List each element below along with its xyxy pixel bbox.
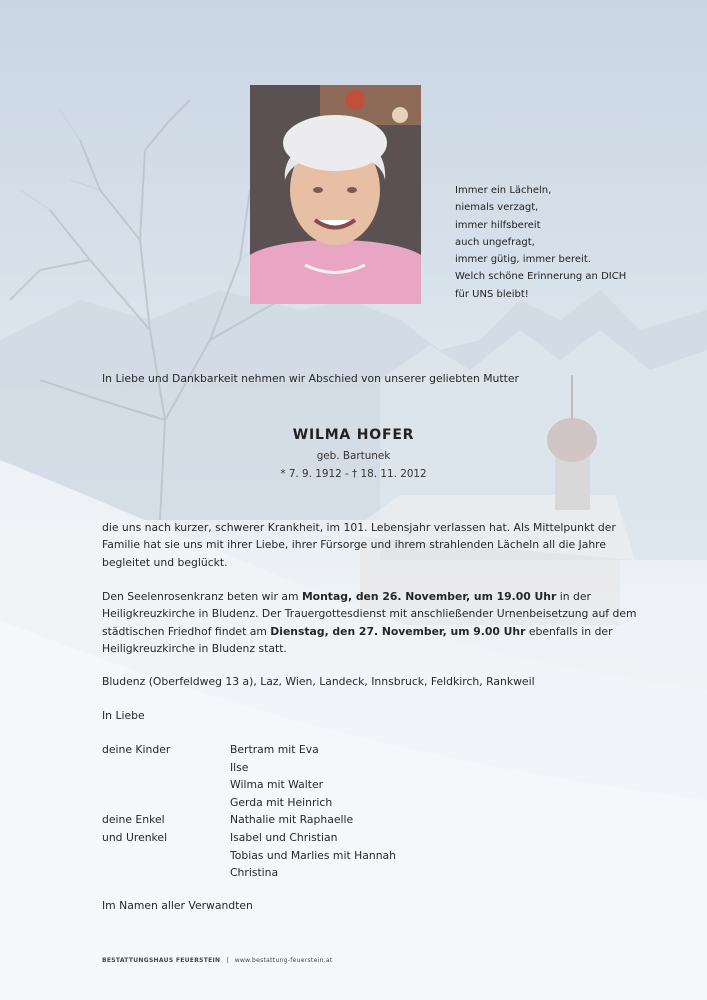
grandchild-name: Tobias und Marlies mit Hannah	[230, 848, 396, 862]
grandchildren-label: deine Enkel	[102, 813, 165, 827]
poem-line: für UNS bleibt!	[455, 288, 529, 300]
children-label: deine Kinder	[102, 743, 171, 756]
funeral-home-name: BESTATTUNGSHAUS FEUERSTEIN	[102, 957, 221, 964]
memorial-poem	[455, 182, 626, 303]
footer-separator: |	[226, 957, 229, 964]
service-text: in der Heiligkreuzkirche in Bludenz. Der Trauergottesdienst mit anschließender Urnenbeisetzung auf dem städtischen Friedhof findet am	[102, 590, 637, 638]
poem-line: auch ungefragt,	[455, 236, 535, 248]
service-text: Den Seelenrosenkranz beten wir am	[102, 590, 302, 603]
maiden-name: geb. Bartunek	[316, 450, 391, 462]
footer	[102, 957, 332, 964]
grandchild-name: Nathalie mit Raphaelle	[230, 813, 354, 827]
poem-line: immer hilfsbereit	[455, 219, 541, 231]
life-dates: * 7. 9. 1912 - † 18. 11. 2012	[280, 468, 427, 480]
funeral-home-url[interactable]: www.bestattung-feuerstein.at	[234, 957, 333, 964]
child-name: Bertram mit Eva	[230, 743, 319, 756]
poem-line: niemals verzagt,	[455, 202, 539, 214]
funeral-date: Dienstag, den 27. November, um 9.00 Uhr	[270, 624, 526, 638]
rosary-date: Montag, den 26. November, um 19.00 Uhr	[301, 590, 557, 603]
relation-labels	[102, 741, 170, 847]
poem-line: immer gütig, immer bereit.	[455, 254, 591, 266]
grandchild-name: Christina	[230, 866, 279, 880]
deceased-name: WILMA HOFER	[292, 427, 415, 443]
obituary-paragraph: die uns nach kurzer, schwerer Krankheit, im 101. Lebensjahr verlassen hat. Als Mittelpunkt der Familie hat sie uns mit ihrer Liebe, ihrer Fürsorge und ihrem strahlenden Lächeln all die Jahre begleitet und beglückt.	[102, 521, 616, 569]
in-love-text: In Liebe	[102, 709, 145, 722]
child-name: Wilma mit Walter	[230, 778, 324, 792]
portrait-illustration	[250, 85, 421, 304]
portrait-photo	[250, 85, 421, 304]
places-line: Bludenz (Oberfeldweg 13 a), Laz, Wien, Landeck, Innsbruck, Feldkirch, Rankweil	[102, 675, 535, 688]
intro-text: In Liebe und Dankbarkeit nehmen wir Abschied von unserer geliebten Mutter	[102, 372, 519, 385]
child-name: Gerda mit Heinrich	[230, 795, 333, 809]
poem-line: Immer ein Lächeln,	[455, 185, 552, 196]
grandchild-name: Isabel und Christian	[230, 830, 338, 844]
great-grandchildren-label: und Urenkel	[102, 830, 168, 844]
mourner-names	[230, 741, 396, 882]
child-name: Ilse	[230, 760, 249, 774]
closing-text: Im Namen aller Verwandten	[102, 899, 253, 912]
service-text: ebenfalls in der Heiligkreuzkirche in Bludenz statt.	[102, 624, 613, 656]
service-paragraph	[102, 588, 642, 658]
poem-line: Welch schöne Erinnerung an DICH	[455, 271, 627, 283]
